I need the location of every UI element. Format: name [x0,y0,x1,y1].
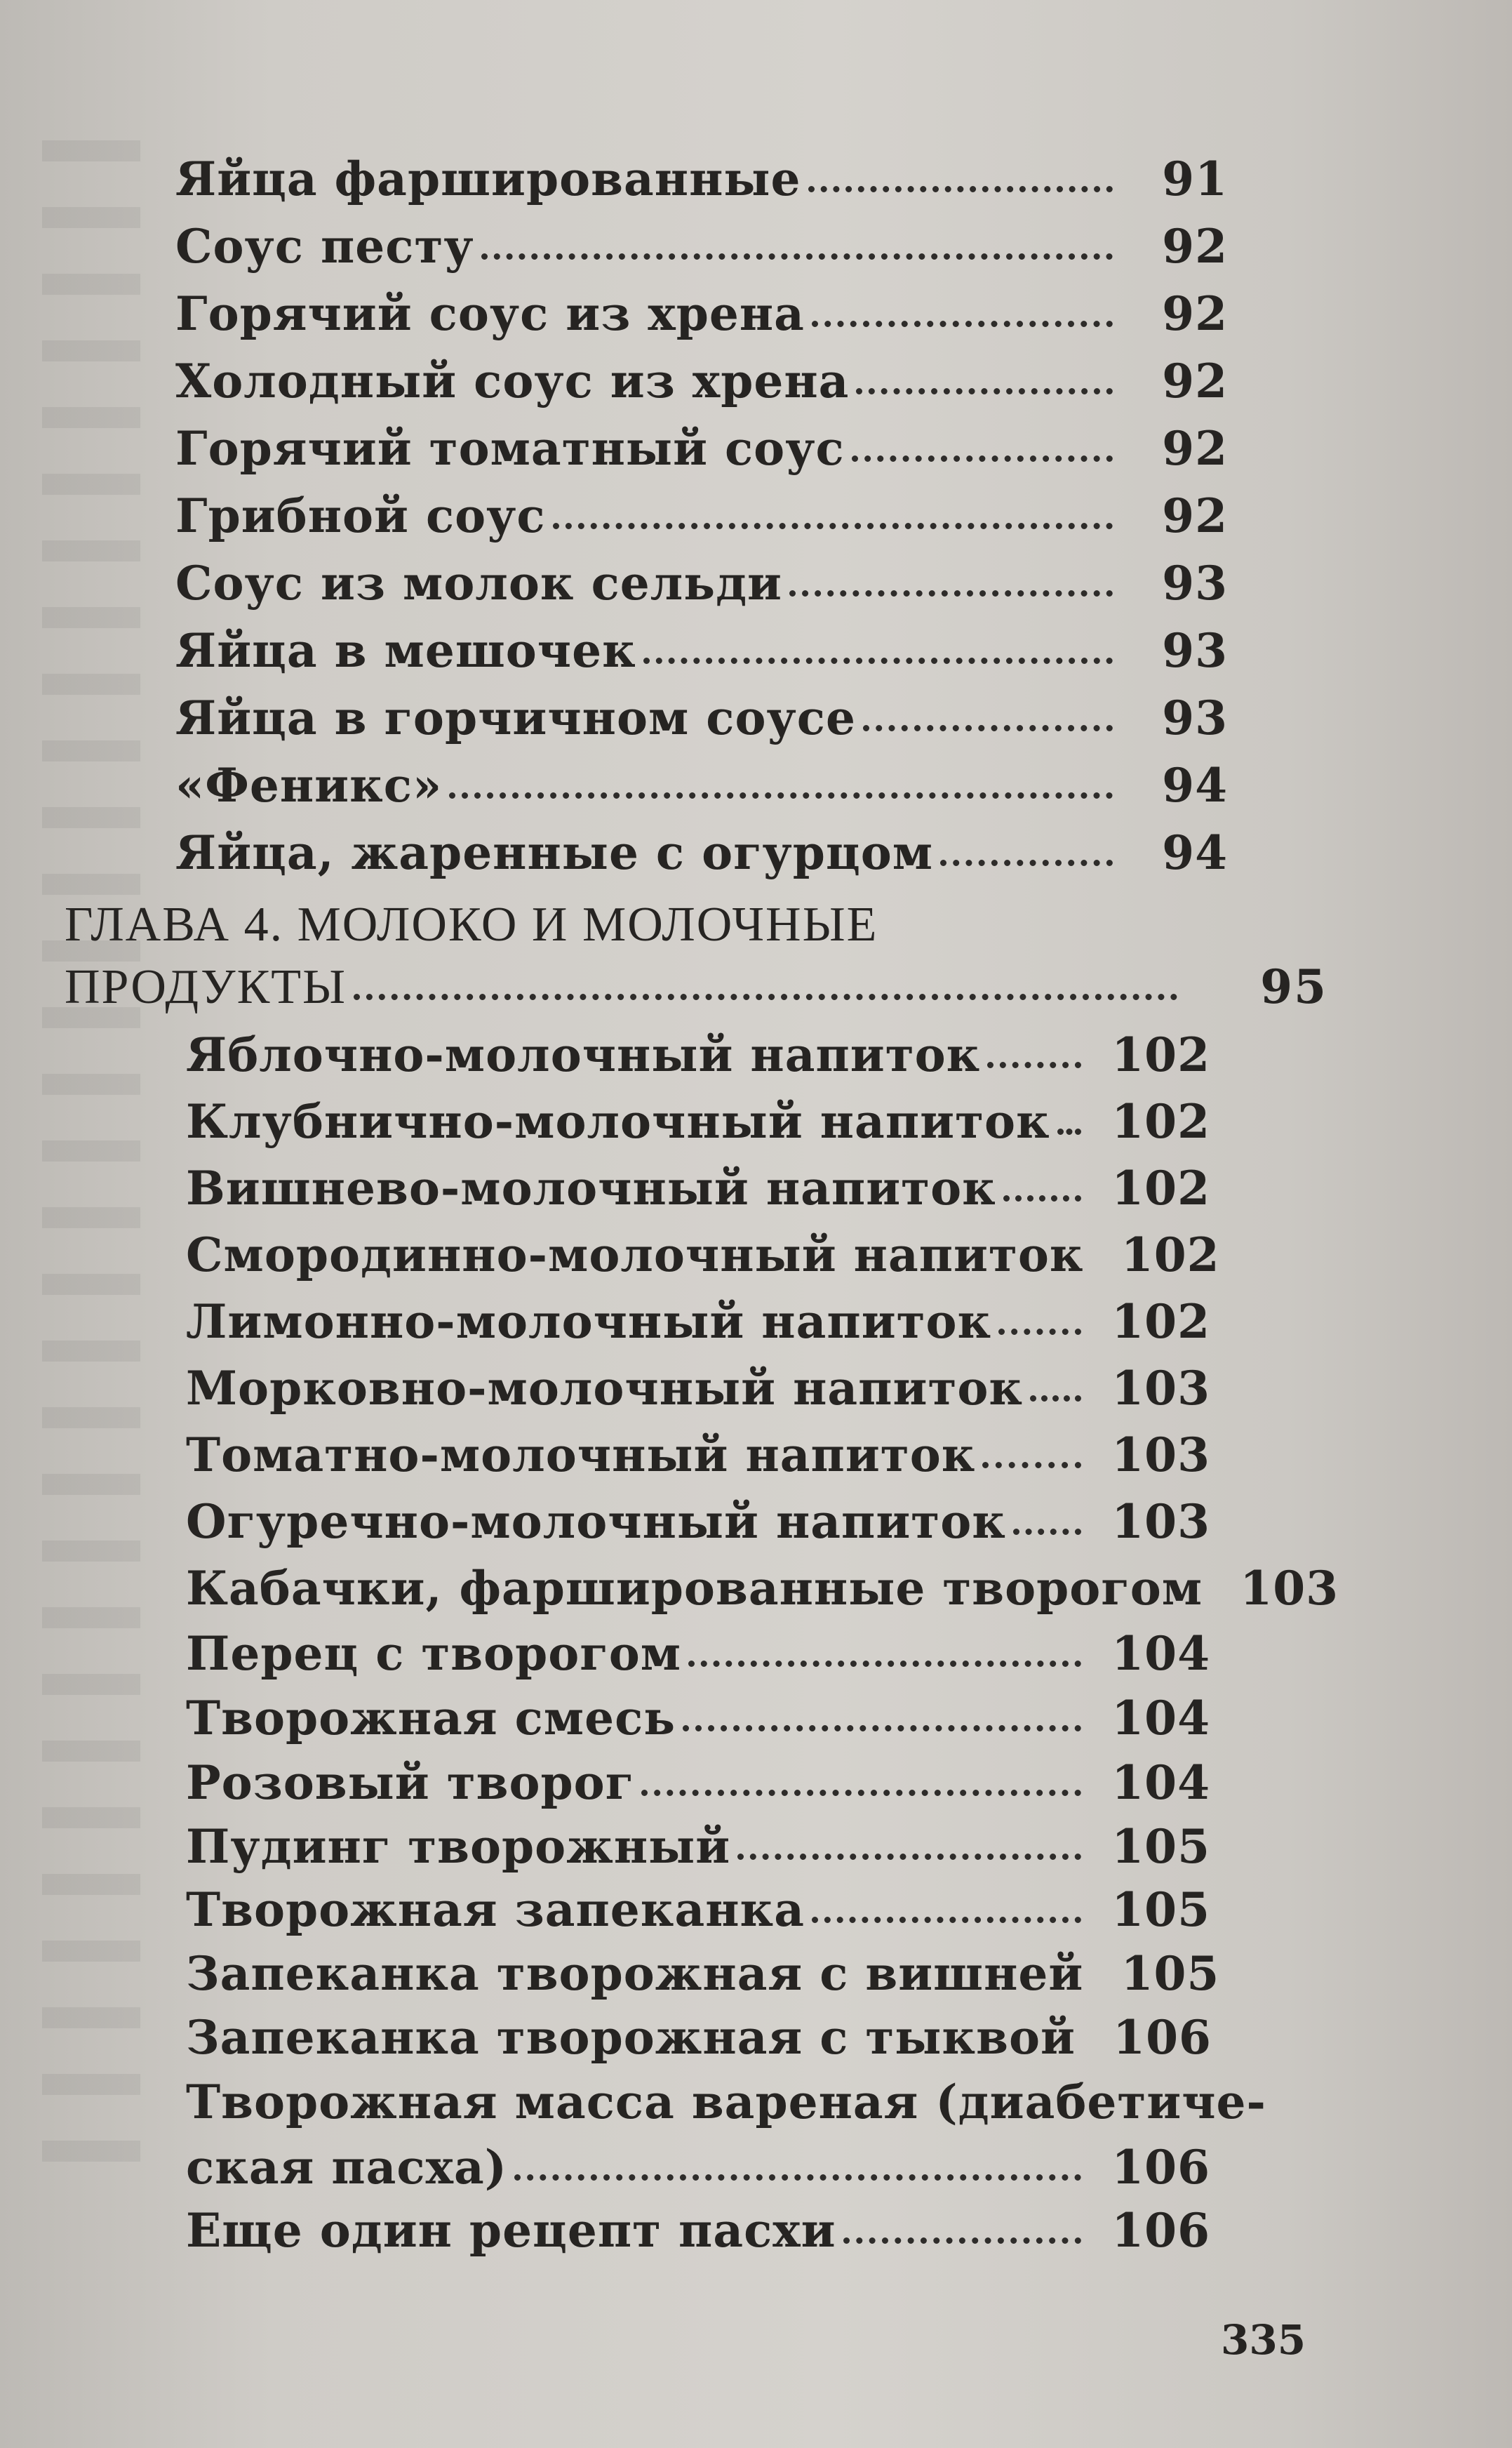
entry-page: 102 [1120,1228,1220,1282]
entry-title: Запеканка творожная с тыквой [186,2010,1076,2065]
toc-entry [186,1161,1210,1216]
toc-entry [175,421,1228,476]
dot-leader [354,994,1177,1000]
dot-leader [683,1725,1081,1731]
entry-page: 92 [1162,488,1228,543]
entry-title: Пудинг творожный [186,1819,731,1874]
dot-leader [843,2237,1081,2244]
entry-title: Грибной соус [175,488,546,543]
entry-page: 106 [1111,2203,1210,2258]
toc-entry [186,2010,1212,2065]
entry-page: 104 [1111,1755,1210,1810]
chapter-heading: ГЛАВА 4. МОЛОКО И МОЛОЧНЫЕ [65,898,878,952]
dot-leader [481,253,1113,260]
dot-leader [856,388,1113,394]
toc-entry [175,758,1228,813]
toc-entry [186,1027,1210,1082]
entry-page: 102 [1111,1161,1210,1216]
entry-page: 104 [1111,1691,1210,1745]
entry-title: Яйца, жаренные с огурцом [175,825,934,880]
entry-title: Перец с творогом [186,1626,682,1681]
entry-title: Творожная смесь [186,1691,676,1745]
chapter-page: 95 [1260,959,1327,1014]
dot-leader [643,658,1113,664]
dot-leader [863,725,1113,731]
entry-title: Горячий соус из хрена [175,286,805,341]
entry-page: 103 [1111,1494,1210,1549]
dot-leader [852,455,1113,462]
toc-entry [175,623,1228,678]
toc-entry [175,219,1228,274]
toc-entry [175,152,1228,206]
entry-page: 103 [1111,1361,1210,1416]
dot-leader [812,321,1113,327]
entry-page: 92 [1162,354,1228,408]
toc-entry [186,2203,1210,2258]
entry-page: 103 [1111,1428,1210,1482]
entry-title-line1: Творожная масса вареная (диабетиче- [186,2075,1266,2129]
toc-entry [186,1755,1210,1810]
dot-leader [1030,1395,1081,1402]
toc-entry [186,1228,1220,1282]
entry-title: Горячий томатный соус [175,421,845,476]
entry-title: Смородинно-молочный напиток [186,1228,1084,1282]
entry-page: 106 [1113,2010,1212,2065]
toc-entry [186,1626,1210,1681]
entry-page: 103 [1240,1561,1339,1616]
toc-entry [186,1094,1210,1149]
toc-entry [186,1428,1210,1482]
toc-entry [186,1946,1220,2001]
toc-entry [175,825,1228,880]
entry-title: Яйца в горчичном соусе [175,691,856,745]
toc-entry [186,1561,1339,1616]
entry-page: 93 [1162,691,1228,745]
dot-leader [812,1917,1081,1923]
entry-title: Огуречно-молочный напиток [186,1494,1006,1549]
entry-page: 102 [1111,1094,1210,1149]
toc-entry [186,1361,1210,1416]
toc-entry [175,691,1228,745]
page-number: 335 [1221,2316,1306,2364]
entry-title: Соус из молок сельди [175,556,783,611]
toc-entry [175,556,1228,611]
entry-title: «Феникс» [175,758,443,813]
dot-leader [688,1661,1081,1667]
toc-entry [186,1819,1210,1874]
entry-title: Клубнично-молочный напиток [186,1094,1050,1149]
dot-leader [940,860,1113,866]
dot-leader [789,590,1113,597]
toc-entry [175,286,1228,341]
dot-leader [1003,1195,1081,1202]
dot-leader [987,1062,1081,1068]
entry-title: Яйца фаршированные [175,152,801,206]
entry-page: 93 [1162,556,1228,611]
entry-title: Творожная запеканка [186,1882,805,1937]
chapter-heading-line2 [65,959,1327,1014]
entry-title: Вишнево-молочный напиток [186,1161,996,1216]
entry-page: 92 [1162,421,1228,476]
entry-page: 105 [1111,1819,1210,1874]
dot-leader [449,792,1113,799]
entry-page: 92 [1162,219,1228,274]
dot-leader [998,1329,1081,1335]
entry-title: Соус песту [175,219,474,274]
dot-leader [982,1462,1081,1468]
entry-page: 102 [1111,1294,1210,1349]
entry-title: Яйца в мешочек [175,623,636,678]
entry-page: 105 [1120,1946,1220,2001]
entry-page: 106 [1111,2140,1210,2195]
dot-leader [514,2174,1081,2181]
toc-entry [175,488,1228,543]
entry-title: Томатно-молочный напиток [186,1428,976,1482]
toc-entry [186,1494,1210,1549]
entry-title: Розовый творог [186,1755,635,1810]
toc-entry-multiline [186,2140,1210,2195]
dot-leader [1013,1529,1081,1535]
dot-leader [641,1790,1081,1796]
toc-entry [186,1882,1210,1937]
entry-page: 104 [1111,1626,1210,1681]
entry-title: Кабачки, фаршированные творогом [186,1561,1203,1616]
entry-title: Морковно-молочный напиток [186,1361,1024,1416]
entry-title: Лимонно-молочный напиток [186,1294,992,1349]
toc-entry [175,354,1228,408]
entry-page: 92 [1162,286,1228,341]
dot-leader [737,1854,1081,1860]
dot-leader [808,186,1113,192]
toc-entry [186,1294,1210,1349]
entry-title-line2: ская пасха) [186,2140,507,2195]
entry-page: 102 [1111,1027,1210,1082]
dot-leader [553,523,1113,529]
entry-title: Запеканка творожная с вишней [186,1946,1084,2001]
toc-entry [186,1691,1210,1745]
entry-title: Холодный соус из хрена [175,354,850,408]
dot-leader [1057,1129,1081,1135]
entry-title: Яблочно-молочный напиток [186,1027,981,1082]
entry-page: 93 [1162,623,1228,678]
entry-page: 91 [1162,152,1228,206]
entry-page: 94 [1162,825,1228,880]
entry-page: 105 [1111,1882,1210,1937]
entry-page: 94 [1162,758,1228,813]
entry-title: Еще один рецепт пасхи [186,2203,836,2258]
chapter-title-cont: ПРОДУКТЫ [65,960,347,1014]
